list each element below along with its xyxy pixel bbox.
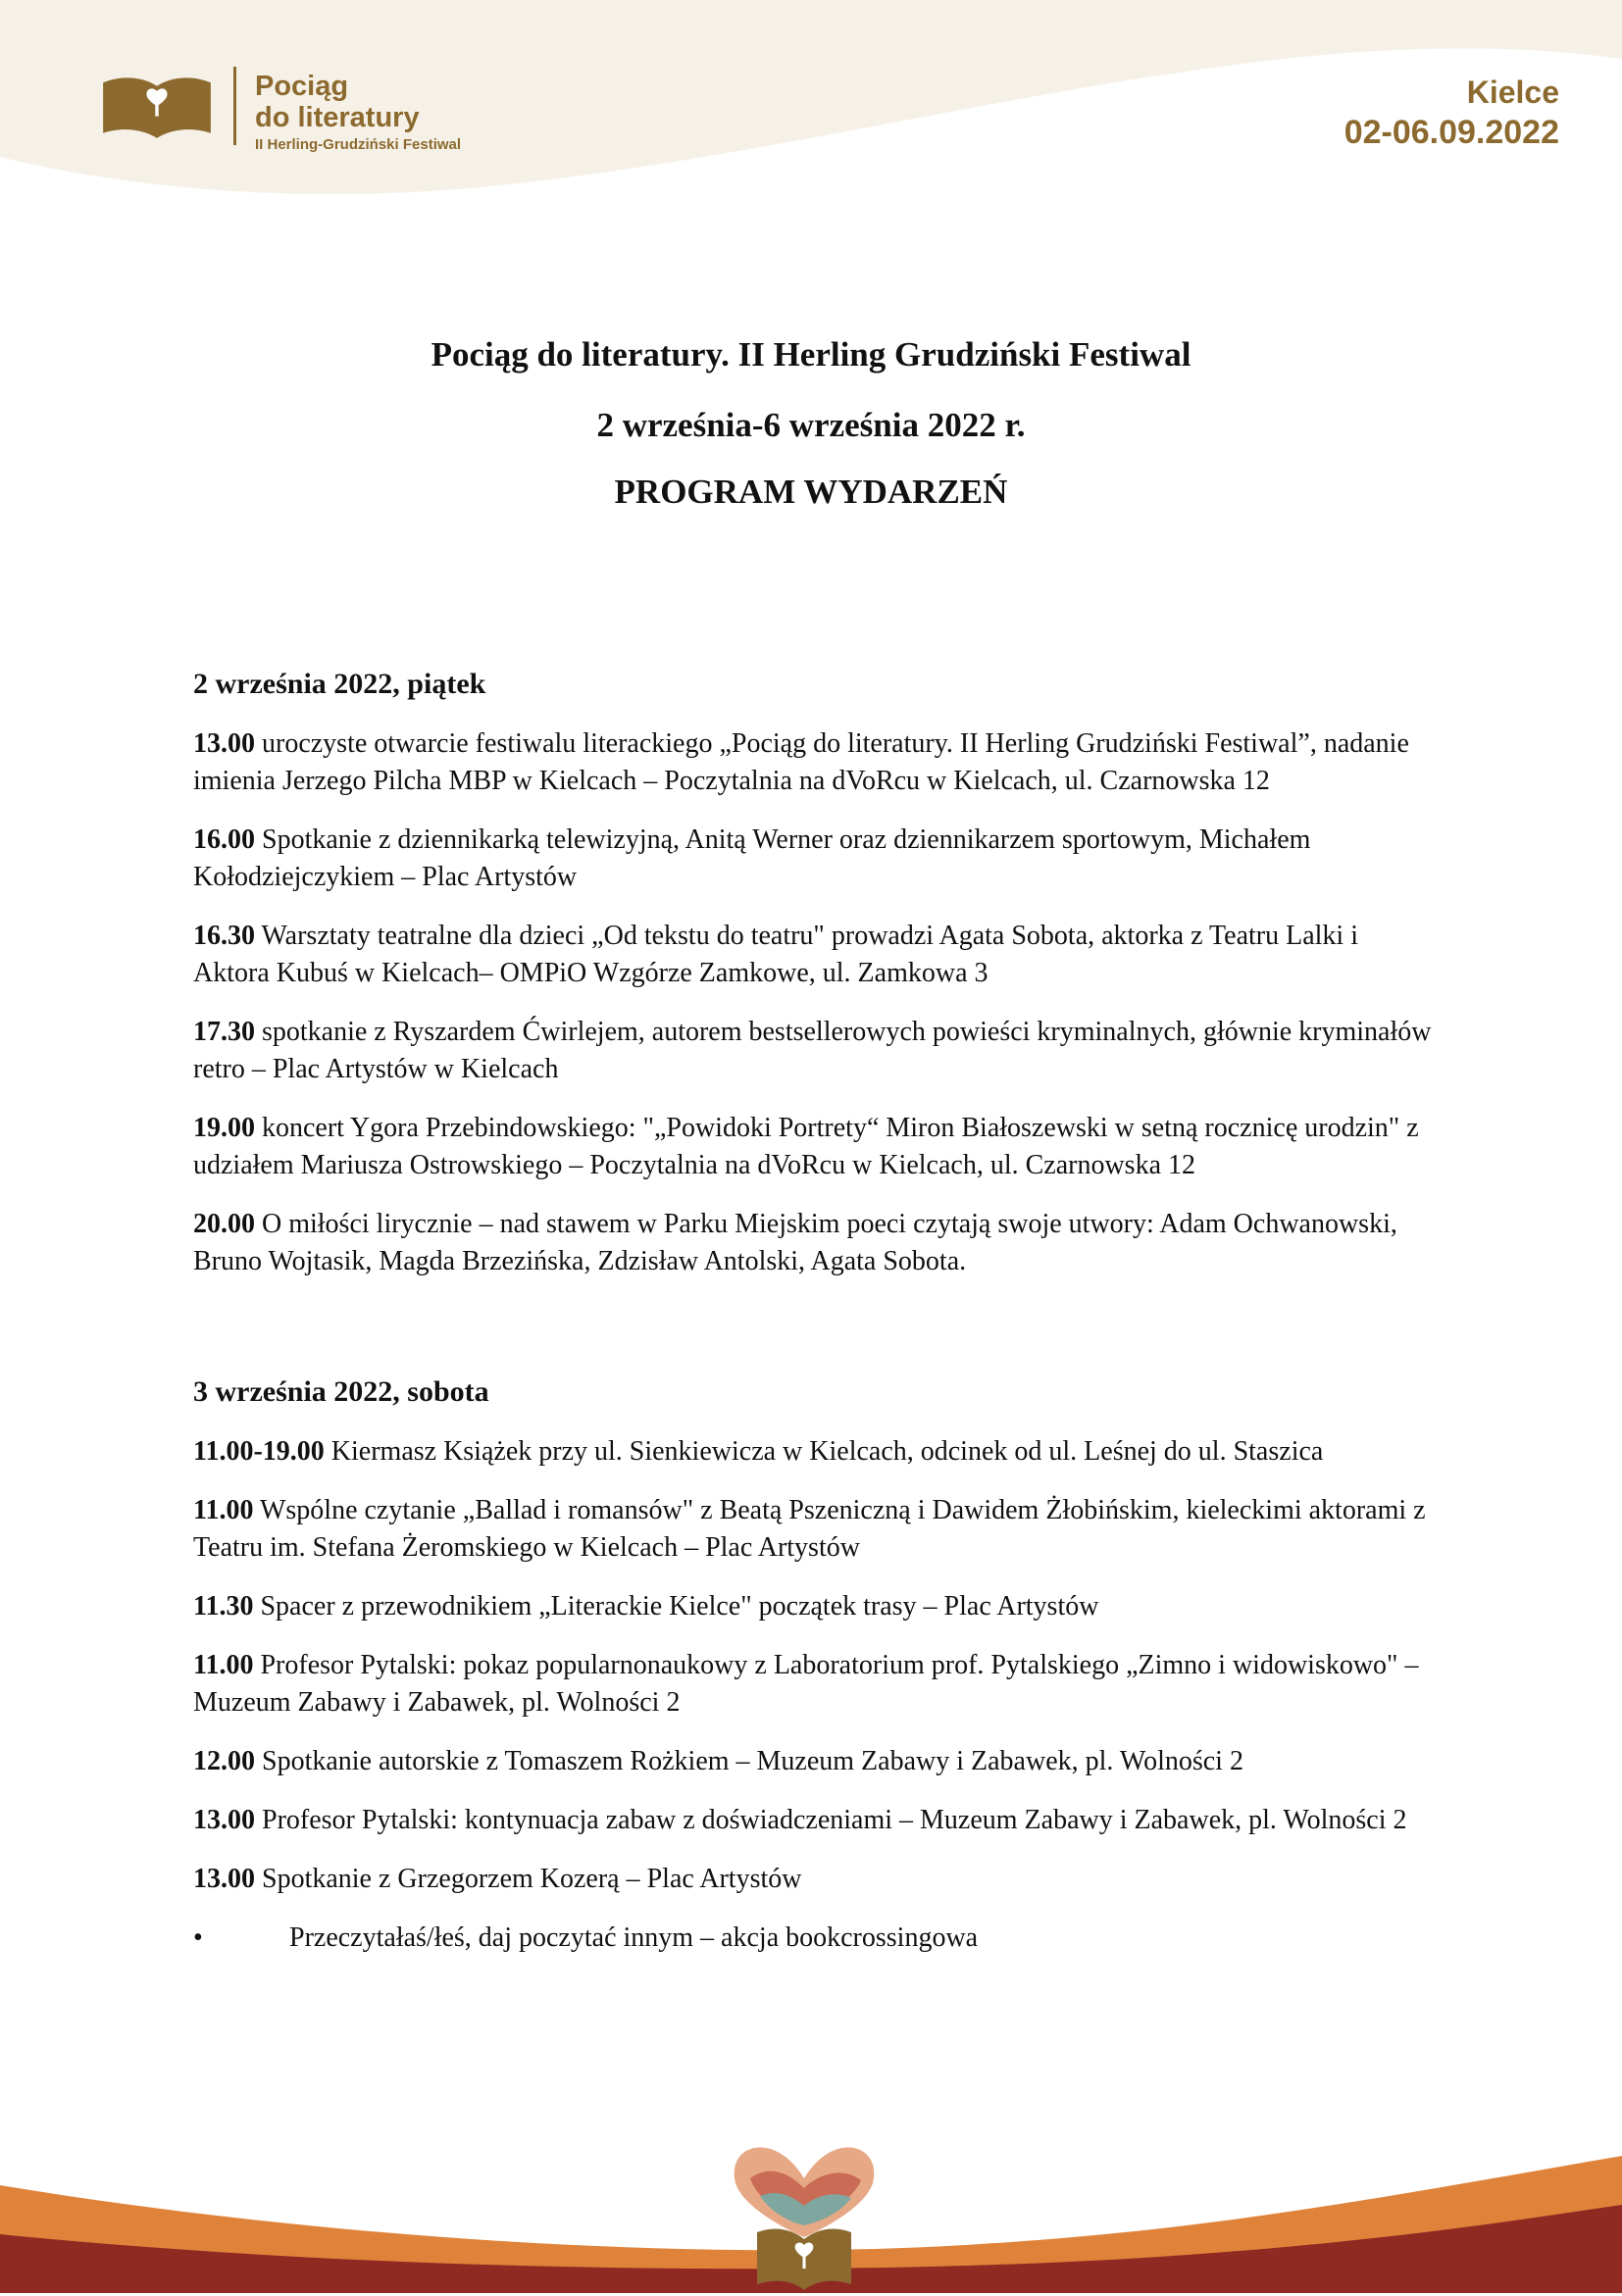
event-city: Kielce [1466, 75, 1559, 110]
entry-time: 20.00 [193, 1209, 255, 1239]
section-spacer [193, 1302, 1439, 1371]
program-entry [193, 1492, 1439, 1567]
entry-time: 11.00 [193, 1650, 254, 1680]
entry-text: Spotkanie z dziennikarką telewizyjną, Anitą Werner oraz dziennikarzem sportowym, Michałem Kołodziejczykiem – Plac Artystów [193, 824, 1311, 892]
entry-time: 16.00 [193, 824, 255, 855]
entry-text: Spotkanie z Grzegorzem Kozerą – Plac Artystów [255, 1864, 802, 1894]
program-entry [193, 1802, 1439, 1839]
entry-text: Spacer z przewodnikiem „Literackie Kielce" początek trasy – Plac Artystów [253, 1591, 1099, 1622]
logo-subtitle: II Herling-Grudziński Festiwal [255, 136, 462, 153]
entry-text: Profesor Pytalski: pokaz popularnonaukowy z Laboratorium prof. Pytalskiego „Zimno i widowiskowo" – Muzeum Zabawy i Zabawek, pl. Wolności 2 [193, 1650, 1419, 1718]
document-date-range: 2 września-6 września 2022 r. [596, 406, 1026, 444]
program-entry [193, 1206, 1439, 1280]
entry-text: Profesor Pytalski: kontynuacja zabaw z doświadczeniami – Muzeum Zabawy i Zabawek, pl. Wolności 2 [255, 1805, 1407, 1835]
logo-title-line2: do literatury [255, 102, 420, 133]
program-entry [193, 822, 1439, 896]
program-entry [193, 1861, 1439, 1898]
bullet-text: Przeczytałaś/łeś, daj poczytać innym – akcja bookcrossingowa [289, 1922, 979, 1953]
day-title: 2 września 2022, piątek [193, 668, 486, 700]
program-entry [193, 1433, 1439, 1471]
entry-time: 11.30 [193, 1591, 254, 1622]
program-entry [193, 1743, 1439, 1780]
event-location-dates [1344, 73, 1559, 153]
program-entry [193, 725, 1439, 800]
document-title: Pociąg do literatury. II Herling Grudziński Festiwal [431, 335, 1191, 374]
entry-time: 11.00 [193, 1495, 254, 1525]
program-entry [193, 1647, 1439, 1722]
logo-divider [233, 67, 236, 145]
entry-time: 16.30 [193, 921, 255, 951]
program-entry [193, 1588, 1439, 1625]
entry-text: Warsztaty teatralne dla dzieci „Od tekstu do teatru" prowadzi Agata Sobota, aktorka z Teatru Lalki i Aktora Kubuś w Kielcach– OMPiO Wzgórze Zamkowe, ul. Zamkowa 3 [193, 921, 1358, 988]
entry-text: Spotkanie autorskie z Tomaszem Rożkiem – Muzeum Zabawy i Zabawek, pl. Wolności 2 [255, 1746, 1243, 1776]
document-program-heading: PROGRAM WYDARZEŃ [614, 473, 1008, 511]
program-entry [193, 918, 1439, 992]
program-entry [193, 1014, 1439, 1088]
entry-text: Wspólne czytanie „Ballad i romansów" z Beatą Pszeniczną i Dawidem Żłobińskim, kieleckimi aktorami z Teatru im. Stefana Żeromskiego w Kielcach – Plac Artystów [193, 1495, 1426, 1563]
logo-text [255, 71, 461, 157]
entry-time: 13.00 [193, 728, 255, 759]
entry-text: Kiermasz Książek przy ul. Sienkiewicza w Kielcach, odcinek od ul. Leśnej do ul. Staszica [324, 1436, 1324, 1467]
entry-time: 17.30 [193, 1017, 255, 1047]
day-section-2 [193, 1371, 1439, 1957]
bullet-item [193, 1920, 1439, 1957]
entry-time: 13.00 [193, 1805, 255, 1835]
entry-time: 13.00 [193, 1864, 255, 1894]
entry-time: 12.00 [193, 1746, 255, 1776]
bullet-icon: • [193, 1922, 203, 1953]
day-title: 3 września 2022, sobota [193, 1375, 489, 1408]
entry-text: koncert Ygora Przebindowskiego: "„Powidoki Portrety“ Miron Białoszewski w setną rocznicę urodzin" z udziałem Mariusza Ostrowskiego – Poczytalnia na dVoRcu w Kielcach, ul. Czarnowska 12 [193, 1113, 1419, 1180]
program-entry [193, 1110, 1439, 1184]
entry-text: O miłości lirycznie – nad stawem w Parku Miejskim poeci czytają swoje utwory: Adam Ochwanowski, Bruno Wojtasik, Magda Brzezińska, Zdzisław Antolski, Agata Sobota. [193, 1209, 1397, 1276]
program-content [193, 663, 1439, 1978]
entry-text: uroczyste otwarcie festiwalu literackiego „Pociąg do literatury. II Herling Grudziński Festiwal”, nadanie imienia Jerzego Pilcha MBP w Kielcach – Poczytalnia na dVoRcu w Kielcach, ul. Czarnowska 12 [193, 728, 1409, 796]
event-dates: 02-06.09.2022 [1343, 114, 1559, 151]
day-section-1 [193, 663, 1439, 1280]
entry-time: 19.00 [193, 1113, 255, 1143]
logo-title-line1: Pociąg [255, 71, 349, 102]
entry-time: 11.00-19.00 [193, 1436, 325, 1467]
entry-text: spotkanie z Ryszardem Ćwirlejem, autorem bestsellerowych powieści kryminalnych, głównie kryminałów retro – Plac Artystów w Kielcach [193, 1017, 1432, 1084]
festival-book-logo-icon [98, 61, 216, 155]
footer-heart-book-icon [706, 2110, 902, 2296]
